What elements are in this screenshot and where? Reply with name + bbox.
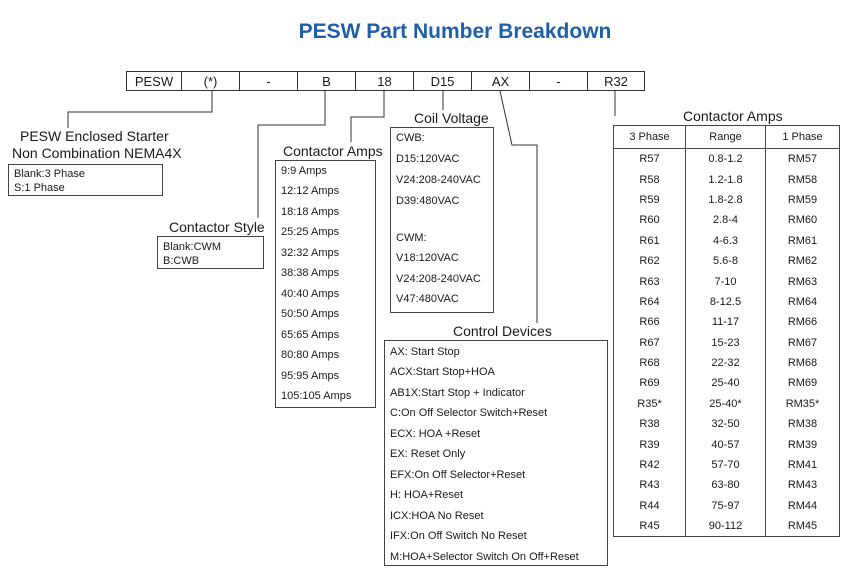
three-phase-cell: R59 — [614, 190, 686, 210]
starter-item: S:1 Phase — [14, 182, 65, 194]
three-phase-cell: R67 — [614, 333, 686, 353]
amps-list-item: 12:12 Amps — [281, 185, 340, 197]
control-item: ICX:HOA No Reset — [390, 510, 484, 522]
amps-table — [613, 125, 840, 537]
amps-list-item: 25:25 Amps — [281, 226, 340, 238]
control-item: H: HOA+Reset — [390, 489, 464, 501]
amps-table-col-header: 1 Phase — [766, 126, 840, 149]
one-phase-cell: RM38 — [766, 414, 840, 434]
coil-heading: Coil Voltage — [414, 110, 489, 126]
range-cell: 8-12.5 — [686, 292, 766, 312]
table-row — [614, 496, 840, 516]
range-cell: 57-70 — [686, 455, 766, 475]
three-phase-cell: R44 — [614, 496, 686, 516]
three-phase-cell: R58 — [614, 169, 686, 189]
one-phase-cell: RM61 — [766, 231, 840, 251]
table-row — [614, 292, 840, 312]
control-item: IFX:On Off Switch No Reset — [390, 530, 527, 542]
amps-list-item: 80:80 Amps — [281, 349, 340, 361]
one-phase-cell: RM41 — [766, 455, 840, 475]
control-item: EFX:On Off Selector+Reset — [390, 469, 526, 481]
one-phase-cell: RM44 — [766, 496, 840, 516]
three-phase-cell: R57 — [614, 149, 686, 170]
one-phase-cell: RM57 — [766, 149, 840, 170]
amps-table-heading: Contactor Amps — [683, 108, 783, 124]
coil-item: D15:120VAC — [396, 153, 460, 165]
pn-cell-phase: (*) — [181, 71, 240, 91]
range-cell: 63-80 — [686, 475, 766, 495]
pn-cell-dash: - — [239, 71, 298, 91]
control-box — [384, 340, 608, 566]
coil-item: D39:480VAC — [396, 195, 460, 207]
style-box — [157, 236, 264, 269]
three-phase-cell: R60 — [614, 210, 686, 230]
control-item: EX: Reset Only — [390, 448, 466, 460]
table-row — [614, 271, 840, 291]
style-item: Blank:CWM — [163, 241, 222, 253]
range-cell: 5.6-8 — [686, 251, 766, 271]
one-phase-cell: RM58 — [766, 169, 840, 189]
style-heading: Contactor Style — [169, 219, 265, 235]
coil-item: CWM: — [396, 232, 427, 244]
one-phase-cell: RM68 — [766, 353, 840, 373]
one-phase-cell: RM64 — [766, 292, 840, 312]
three-phase-cell: R64 — [614, 292, 686, 312]
control-heading: Control Devices — [453, 323, 552, 339]
range-cell: 40-57 — [686, 434, 766, 454]
control-item: M:HOA+Selector Switch On Off+Reset — [390, 551, 579, 563]
one-phase-cell: RM39 — [766, 434, 840, 454]
page-title: PESW Part Number Breakdown — [298, 20, 612, 43]
range-cell: 0.8-1.2 — [686, 149, 766, 170]
pn-cell-style: B — [297, 71, 356, 91]
amps-list-item: 32:32 Amps — [281, 247, 340, 259]
amps-table-body — [614, 149, 840, 537]
range-cell: 25-40* — [686, 394, 766, 414]
range-cell: 7-10 — [686, 271, 766, 291]
connector-phase — [68, 91, 212, 128]
one-phase-cell: RM35* — [766, 394, 840, 414]
coil-item: V47:480VAC — [396, 293, 459, 305]
three-phase-cell: R68 — [614, 353, 686, 373]
table-row — [614, 373, 840, 393]
three-phase-cell: R42 — [614, 455, 686, 475]
pn-cell-amps: 18 — [355, 71, 414, 91]
one-phase-cell: RM66 — [766, 312, 840, 332]
table-row — [614, 353, 840, 373]
range-cell: 4-6.3 — [686, 231, 766, 251]
one-phase-cell: RM63 — [766, 271, 840, 291]
table-row — [614, 333, 840, 353]
table-row — [614, 455, 840, 475]
pn-cell-control: AX — [471, 71, 530, 91]
table-row — [614, 394, 840, 414]
range-cell: 1.8-2.8 — [686, 190, 766, 210]
table-row — [614, 516, 840, 537]
table-row — [614, 414, 840, 434]
one-phase-cell: RM67 — [766, 333, 840, 353]
connector-control — [500, 91, 537, 323]
one-phase-cell: RM69 — [766, 373, 840, 393]
range-cell: 90-112 — [686, 516, 766, 537]
starter-heading-line2: Non Combination NEMA4X — [12, 145, 182, 161]
amps-list-item: 38:38 Amps — [281, 267, 340, 279]
table-row — [614, 251, 840, 271]
connector-amps — [351, 91, 384, 142]
range-cell: 32-50 — [686, 414, 766, 434]
table-row — [614, 475, 840, 495]
pn-cell-dash-2: - — [529, 71, 588, 91]
style-item: B:CWB — [163, 255, 200, 267]
one-phase-cell: RM59 — [766, 190, 840, 210]
range-cell: 1.2-1.8 — [686, 169, 766, 189]
range-cell: 25-40 — [686, 373, 766, 393]
coil-item: V18:120VAC — [396, 252, 459, 264]
amps-list-item: 40:40 Amps — [281, 288, 340, 300]
pn-cell-range: R32 — [587, 71, 645, 91]
three-phase-cell: R69 — [614, 373, 686, 393]
coil-item: V24:208-240VAC — [396, 273, 481, 285]
amps-list-item: 18:18 Amps — [281, 206, 340, 218]
amps-table-header-row — [614, 126, 840, 149]
control-item: C:On Off Selector Switch+Reset — [390, 407, 548, 419]
table-row — [614, 210, 840, 230]
table-row — [614, 231, 840, 251]
pn-cell-series: PESW — [126, 71, 182, 91]
amps-list-item: 105:105 Amps — [281, 390, 352, 402]
table-row — [614, 149, 840, 170]
three-phase-cell: R35* — [614, 394, 686, 414]
three-phase-cell: R66 — [614, 312, 686, 332]
coil-item: CWB: — [396, 132, 425, 144]
amps-list-item: 9:9 Amps — [281, 165, 327, 177]
range-cell: 75-97 — [686, 496, 766, 516]
amps-list-box — [275, 160, 376, 408]
three-phase-cell: R63 — [614, 271, 686, 291]
three-phase-cell: R43 — [614, 475, 686, 495]
three-phase-cell: R61 — [614, 231, 686, 251]
table-row — [614, 434, 840, 454]
table-row — [614, 312, 840, 332]
amps-list-item: 95:95 Amps — [281, 370, 340, 382]
three-phase-cell: R39 — [614, 434, 686, 454]
three-phase-cell: R45 — [614, 516, 686, 537]
range-cell: 15-23 — [686, 333, 766, 353]
starter-box — [8, 164, 163, 196]
one-phase-cell: RM62 — [766, 251, 840, 271]
table-row — [614, 169, 840, 189]
starter-heading — [12, 128, 182, 162]
three-phase-cell: R62 — [614, 251, 686, 271]
range-cell: 2.8-4 — [686, 210, 766, 230]
table-row — [614, 190, 840, 210]
one-phase-cell: RM43 — [766, 475, 840, 495]
starter-item: Blank:3 Phase — [14, 168, 85, 180]
coil-box — [390, 127, 494, 313]
amps-table-col-header: 3 Phase — [614, 126, 686, 149]
starter-heading-line1: PESW Enclosed Starter — [20, 128, 169, 144]
control-item: ECX: HOA +Reset — [390, 428, 481, 440]
amps-list-item: 50:50 Amps — [281, 308, 340, 320]
range-cell: 11-17 — [686, 312, 766, 332]
control-item: AB1X:Start Stop + Indicator — [390, 387, 525, 399]
control-item: AX: Start Stop — [390, 346, 460, 358]
control-item: ACX:Start Stop+HOA — [390, 366, 495, 378]
three-phase-cell: R38 — [614, 414, 686, 434]
amps-list-heading: Contactor Amps — [283, 143, 383, 159]
one-phase-cell: RM60 — [766, 210, 840, 230]
amps-list-item: 65:65 Amps — [281, 329, 340, 341]
amps-table-col-header: Range — [686, 126, 766, 149]
range-cell: 22-32 — [686, 353, 766, 373]
one-phase-cell: RM45 — [766, 516, 840, 537]
pn-cell-coil: D15 — [413, 71, 472, 91]
coil-item: V24:208-240VAC — [396, 174, 481, 186]
